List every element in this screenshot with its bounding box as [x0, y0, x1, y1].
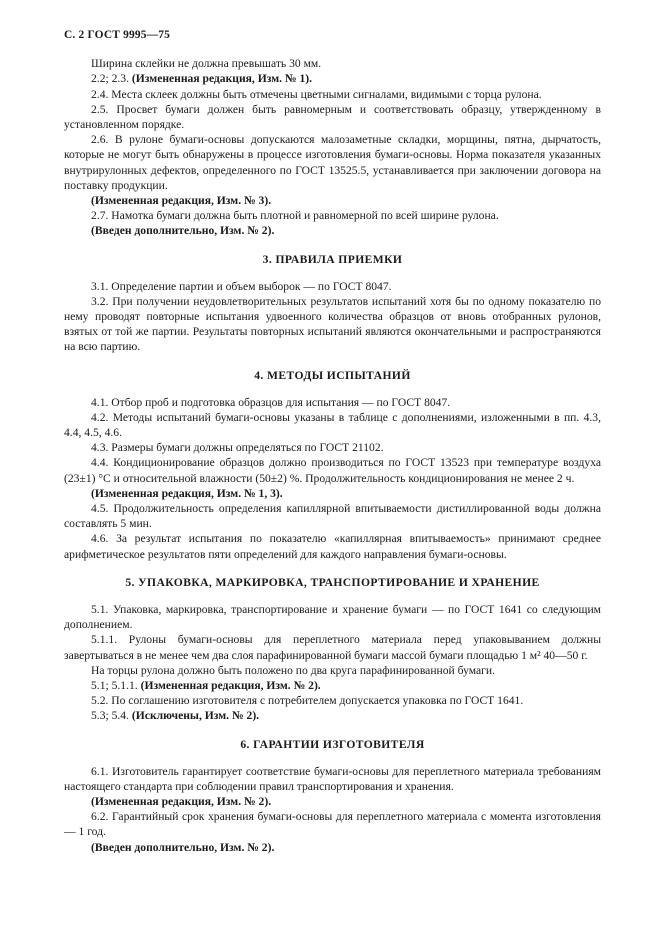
document-page: [64, 28, 601, 855]
clause-number: 5.1.1.: [91, 633, 118, 647]
section-title: 6. ГАРАНТИИ ИЗГОТОВИТЕЛЯ: [240, 737, 425, 751]
clause-paragraph: [64, 693, 601, 708]
clause-text: За результат испытания по показателю «капиллярная впитываемость» принимают среднее арифметическое результатов пяти определений для каждого направления бумаги-основы.: [64, 532, 601, 561]
clause-paragraph: [64, 87, 601, 102]
clause-text: На торцы рулона должно быть положено по два круга парафинированной бумаги.: [91, 663, 495, 677]
clause-paragraph: [64, 663, 601, 678]
clause-text: Просвет бумаги должен быть равномерным и соответствовать образцу, утвержденному в установленном порядке.: [64, 102, 601, 132]
clause-paragraph: [64, 410, 601, 440]
section-title: 3. ПРАВИЛА ПРИЕМКИ: [262, 252, 403, 266]
clause-number: 5.3; 5.4.: [91, 709, 130, 723]
clause-number: 4.4.: [91, 456, 109, 470]
clause-paragraph: [64, 455, 601, 485]
clause-text: Ширина склейки не должна превышать 30 мм.: [91, 57, 322, 71]
clause-text: По соглашению изготовителя с потребителем допускается упаковка по ГОСТ 1641.: [111, 694, 524, 708]
clause-text: Методы испытаний бумаги-основы указаны в таблице с дополнениями, изложенными в пп. 4.3, 4.4, 4.5, 4.6.: [64, 410, 602, 440]
clause-text: При получении неудовлетворительных результатов испытаний хотя бы по одному показателю по нему проводят повторные испытания удвоенного количества образцов от вновь отобранных рулонов, взятых от той же партии. Результаты повторных испытаний являются окончательными и распространяются на всю партию.: [64, 294, 601, 354]
clause-text: Намотка бумаги должна быть плотной и равномерной по всей ширине рулона.: [111, 209, 499, 223]
clause-paragraph: [64, 294, 601, 355]
clause-paragraph: [64, 279, 601, 294]
clause-number: 3.1.: [91, 279, 109, 293]
clause-text: (Введен дополнительно, Изм. № 2).: [91, 224, 275, 238]
amendment-note: [64, 840, 601, 855]
section-title: 5. УПАКОВКА, МАРКИРОВКА, ТРАНСПОРТИРОВАНИЕ И ХРАНЕНИЕ: [125, 575, 540, 589]
clause-number: 5.1.: [91, 602, 109, 616]
document-body: [64, 56, 601, 855]
clause-number: 4.2.: [91, 410, 109, 424]
amendment-note: [64, 678, 601, 693]
section-title: 4. МЕТОДЫ ИСПЫТАНИЙ: [254, 368, 411, 382]
clause-number: 2.4.: [91, 87, 109, 101]
amendment-note: [64, 71, 601, 86]
amendment-note: [64, 708, 601, 723]
clause-text: Гарантийный срок хранения бумаги-основы для переплетного материала с момента изготовления — 1 год.: [64, 810, 601, 839]
clause-text: Определение партии и объем выборок — по ГОСТ 8047.: [111, 279, 392, 293]
clause-text: Продолжительность определения капиллярной впитываемости дистиллированной воды должна составлять 5 мин.: [64, 502, 602, 531]
clause-number: 6.2.: [91, 810, 109, 824]
clause-text: (Исключены, Изм. № 2).: [131, 709, 260, 723]
amendment-note: [64, 486, 601, 501]
clause-number: 2.7.: [91, 209, 109, 223]
page-header: С. 2 ГОСТ 9995—75: [64, 29, 171, 41]
clause-paragraph: [64, 632, 601, 662]
clause-number: 2.6.: [91, 133, 109, 147]
clause-number: 4.5.: [91, 502, 109, 516]
amendment-note: [64, 193, 601, 208]
clause-text: (Введен дополнительно, Изм. № 2).: [91, 840, 275, 854]
clause-text: Места склеек должны быть отмечены цветными сигналами, видимыми с торца рулона.: [111, 87, 542, 101]
clause-paragraph: [64, 602, 601, 632]
clause-number: 4.6.: [91, 532, 109, 546]
clause-paragraph: [64, 531, 601, 561]
clause-text: В рулоне бумаги-основы допускаются малозаметные складки, морщины, пятна, дырчатость, которые не могут быть обнаружены в процессе изготовления бумаги-основы. Норма показателя указанных внутрирулонных дефектов, определенного по ГОСТ 13525.5, устанавливается при заключении договора на поставку продукции.: [64, 133, 601, 192]
clause-paragraph: [64, 56, 601, 71]
amendment-note: [64, 794, 601, 809]
clause-text: Упаковка, маркировка, транспортирование и хранение бумаги — по ГОСТ 1641 со следующим дополнением.: [64, 602, 601, 632]
clause-paragraph: [64, 208, 601, 223]
clause-number: 5.1; 5.1.1.: [91, 678, 138, 692]
clause-paragraph: [64, 440, 601, 455]
clause-paragraph: [64, 764, 601, 794]
clause-number: 5.2.: [91, 694, 109, 708]
clause-text: (Измененная редакция, Изм. № 3).: [91, 194, 272, 208]
clause-text: Отбор проб и подготовка образцов для испытания — по ГОСТ 8047.: [111, 395, 451, 409]
clause-number: 3.2.: [91, 294, 109, 308]
clause-text: Изготовитель гарантирует соответствие бумаги-основы для переплетного материала требованиям настоящего стандарта при соблюдении правил транспортирования и хранения.: [64, 764, 601, 793]
clause-paragraph: [64, 102, 601, 132]
clause-number: 2.2; 2.3.: [91, 72, 130, 86]
clause-paragraph: [64, 809, 601, 839]
amendment-note: [64, 223, 601, 238]
clause-paragraph: [64, 132, 601, 193]
clause-text: Кондиционирование образцов должно производиться по ГОСТ 13523 при температуре воздуха (23±1) °С и относительной влажности (50±2) %. Продолжительность кондиционирования не менее 2 ч.: [64, 456, 601, 485]
clause-number: 2.5.: [91, 102, 109, 116]
clause-number: 4.1.: [91, 395, 109, 409]
clause-paragraph: [64, 395, 601, 410]
clause-text: (Измененная редакция, Изм. № 1).: [131, 72, 313, 86]
clause-text: (Измененная редакция, Изм. № 2).: [91, 794, 272, 808]
clause-paragraph: [64, 501, 601, 531]
clause-number: 4.3.: [91, 441, 109, 455]
clause-number: 6.1.: [91, 764, 109, 778]
clause-text: Размеры бумаги должны определяться по ГОСТ 21102.: [111, 441, 384, 455]
clause-text: Рулоны бумаги-основы для переплетного материала перед упаковыванием должны завертываться в не менее чем два слоя парафинированной бумаги массой бумаги площадью 1 м² 40—50 г.: [64, 633, 601, 662]
clause-text: (Измененная редакция, Изм. № 1, 3).: [91, 486, 283, 500]
clause-text: (Измененная редакция, Изм. № 2).: [140, 678, 321, 692]
